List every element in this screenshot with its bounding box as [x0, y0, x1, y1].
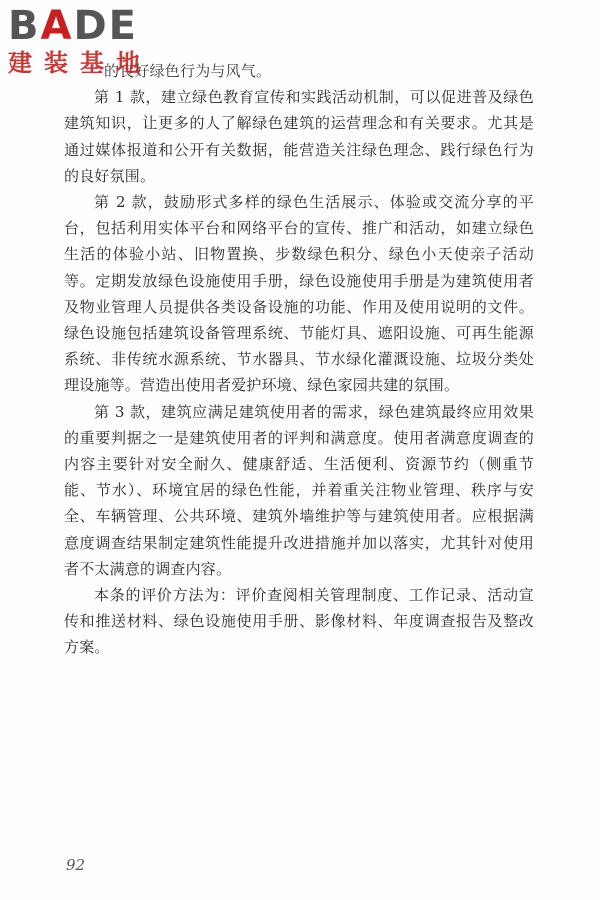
- paragraph-clause-1: 第 1 款，建立绿色教育宣传和实践活动机制，可以促进普及绿色建筑知识，让更多的人了解绿色建筑的运营理念和有关要求。尤其是通过媒体报道和公开有关数据，能营造关注绿色理念、践行绿色行为的良好氛围。: [64, 88, 534, 185]
- logo-wordmark: BADE: [8, 3, 138, 49]
- paragraph-clause-3: 第 3 款，建筑应满足建筑使用者的需求，绿色建筑最终应用效果的重要判据之一是建筑使用者的评判和满意度。使用者满意度调查的内容主要针对安全耐久、健康舒适、生活便利、资源节约（侧重节能、节水）、环境宜居的绿色性能，并着重关注物业管理、秩序与安全、车辆管理、公共环境、建筑外墙维护等与建筑使用者。应根据满意度调查结果制定建筑性能提升改进措施并加以落实，尤其针对使用者不太满意的调查内容。: [64, 402, 534, 578]
- body-text: [64, 58, 534, 661]
- watermark-logo: [8, 4, 178, 94]
- paragraph-evaluation-method: 本条的评价方法为：评价查阅相关管理制度、工作记录、活动宣传和推送材料、绿色设施使用手册、影像材料、年度调查报告及整改方案。: [64, 586, 534, 657]
- page-number: 92: [66, 856, 86, 874]
- paragraph-continuation: 的良好绿色行为与风气。: [104, 62, 272, 80]
- logo-chinese-text: 建装基地: [8, 49, 152, 77]
- paragraph-clause-2: 第 2 款，鼓励形式多样的绿色生活展示、体验或交流分享的平台，包括利用实体平台和网络平台的宣传、推广和活动，如建立绿色生活的体验小站、旧物置换、步数绿色积分、绿色小天使亲子活动等。定期发放绿色设施使用手册，绿色设施使用手册是为建筑使用者及物业管理人员提供各类设备设施的功能、作用及使用说明的文件。绿色设施包括建筑设备管理系统、节能灯具、遮阳设施、可再生能源系统、非传统水源系统、节水器具、节水绿化灌溉设施、垃圾分类处理设施等。营造出使用者爱护环境、绿色家园共建的氛围。: [64, 193, 534, 395]
